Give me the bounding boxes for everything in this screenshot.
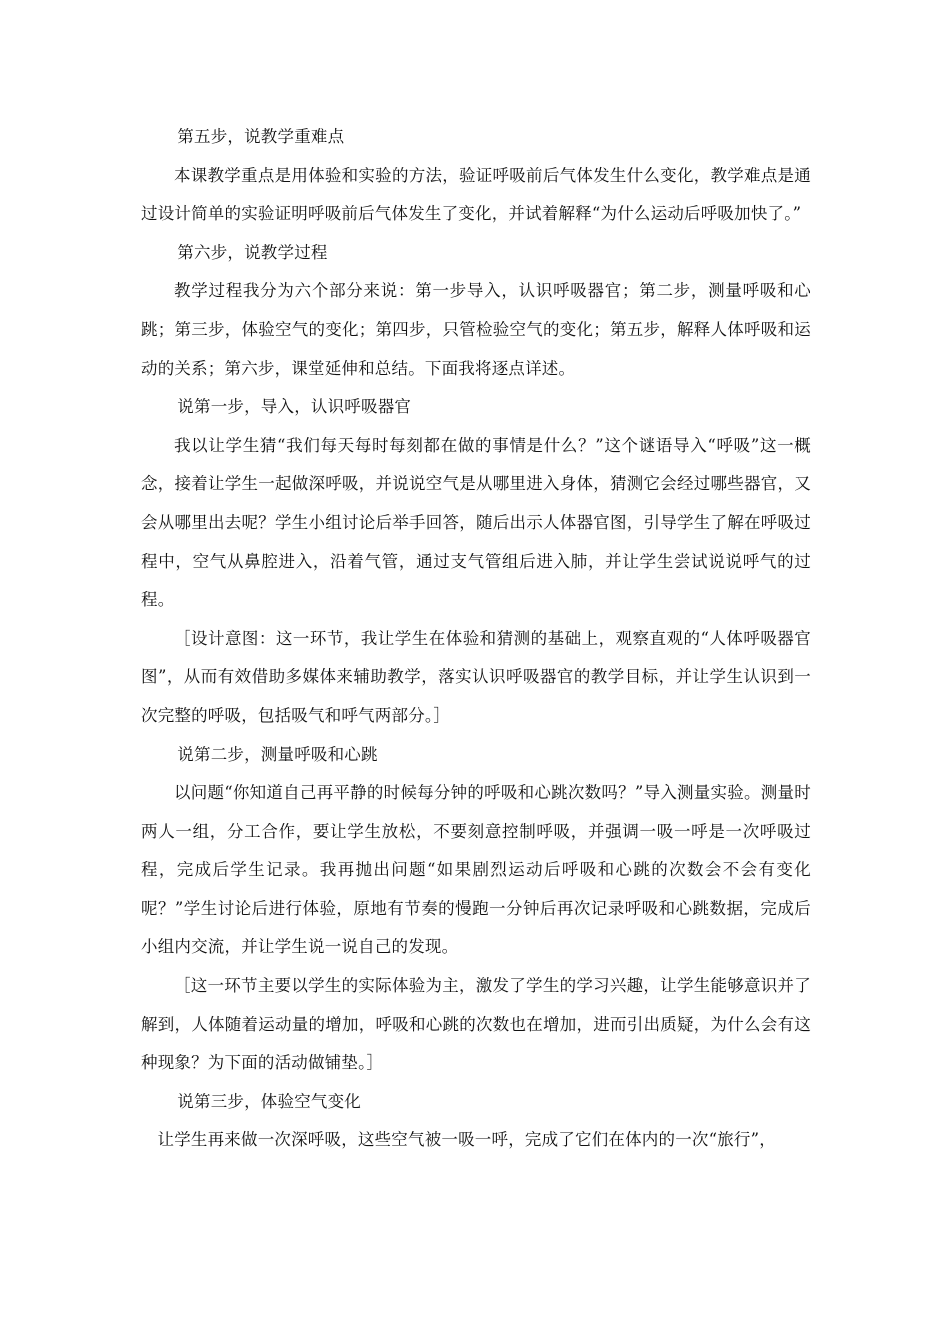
paragraph-key-points: 本课教学重点是用体验和实验的方法，验证呼吸前后气体发生什么变化，教学难点是通过设计简单的实验证明呼吸前后气体发生了变化，并试着解释“为什么运动后呼吸加快了。” xyxy=(141,165,811,224)
section-heading-step6: 第六步，说教学过程 xyxy=(177,242,328,262)
paragraph-process-overview: 教学过程我分为六个部分来说：第一步导入，认识呼吸器官；第二步，测量呼吸和心跳；第三步，体验空气的变化；第四步，只管检验空气的变化；第五步，解释人体呼吸和运动的关系；第六步，课堂延伸和总结。下面我将逐点详述。 xyxy=(141,281,811,378)
document-body xyxy=(141,118,811,1160)
section-heading-part3: 说第三步，体验空气变化 xyxy=(177,1091,361,1111)
paragraph-part3-body: 让学生再来做一次深呼吸，这些空气被一吸一呼，完成了它们在体内的一次“旅行”， xyxy=(157,1130,776,1150)
section-heading-part2: 说第二步，测量呼吸和心跳 xyxy=(177,744,378,764)
paragraph-part2-body: 以问题“你知道自己再平静的时候每分钟的呼吸和心跳次数吗？”导入测量实验。测量时两人一组，分工合作，要让学生放松，不要刻意控制呼吸，并强调一吸一呼是一次呼吸过程，完成后学生记录。我再抛出问题“如果剧烈运动后呼吸和心跳的次数会不会有变化呢？”学生讨论后进行体验，原地有节奏的慢跑一分钟后再次记录呼吸和心跳数据，完成后小组内交流，并让学生说一说自己的发现。 xyxy=(141,783,811,957)
section-heading-step5: 第五步，说教学重难点 xyxy=(177,127,345,146)
section-heading-part1: 说第一步，导入，认识呼吸器官 xyxy=(177,397,412,417)
paragraph-part1-design-intent: ［设计意图：这一环节，我让学生在体验和猜测的基础上，观察直观的“人体呼吸器官图”，从而有效借助多媒体来辅助教学，落实认识呼吸器官的教学目标，并让学生认识到一次完整的呼吸，包括吸气和呼气两部分。］ xyxy=(141,628,811,725)
paragraph-part1-body: 我以让学生猜“我们每天每时每刻都在做的事情是什么？”这个谜语导入“呼吸”这一概念，接着让学生一起做深呼吸，并说说空气是从哪里进入身体，猜测它会经过哪些器官，又会从哪里出去呢？学生小组讨论后举手回答，随后出示人体器官图，引导学生了解在呼吸过程中，空气从鼻腔进入，沿着气管，通过支气管组后进入肺，并让学生尝试说说呼气的过程。 xyxy=(141,435,811,610)
paragraph-part2-design-intent: ［这一环节主要以学生的实际体验为主，激发了学生的学习兴趣，让学生能够意识并了解到，人体随着运动量的增加，呼吸和心跳的次数也在增加，进而引出质疑，为什么会有这种现象？为下面的活动做铺垫。］ xyxy=(141,976,811,1073)
